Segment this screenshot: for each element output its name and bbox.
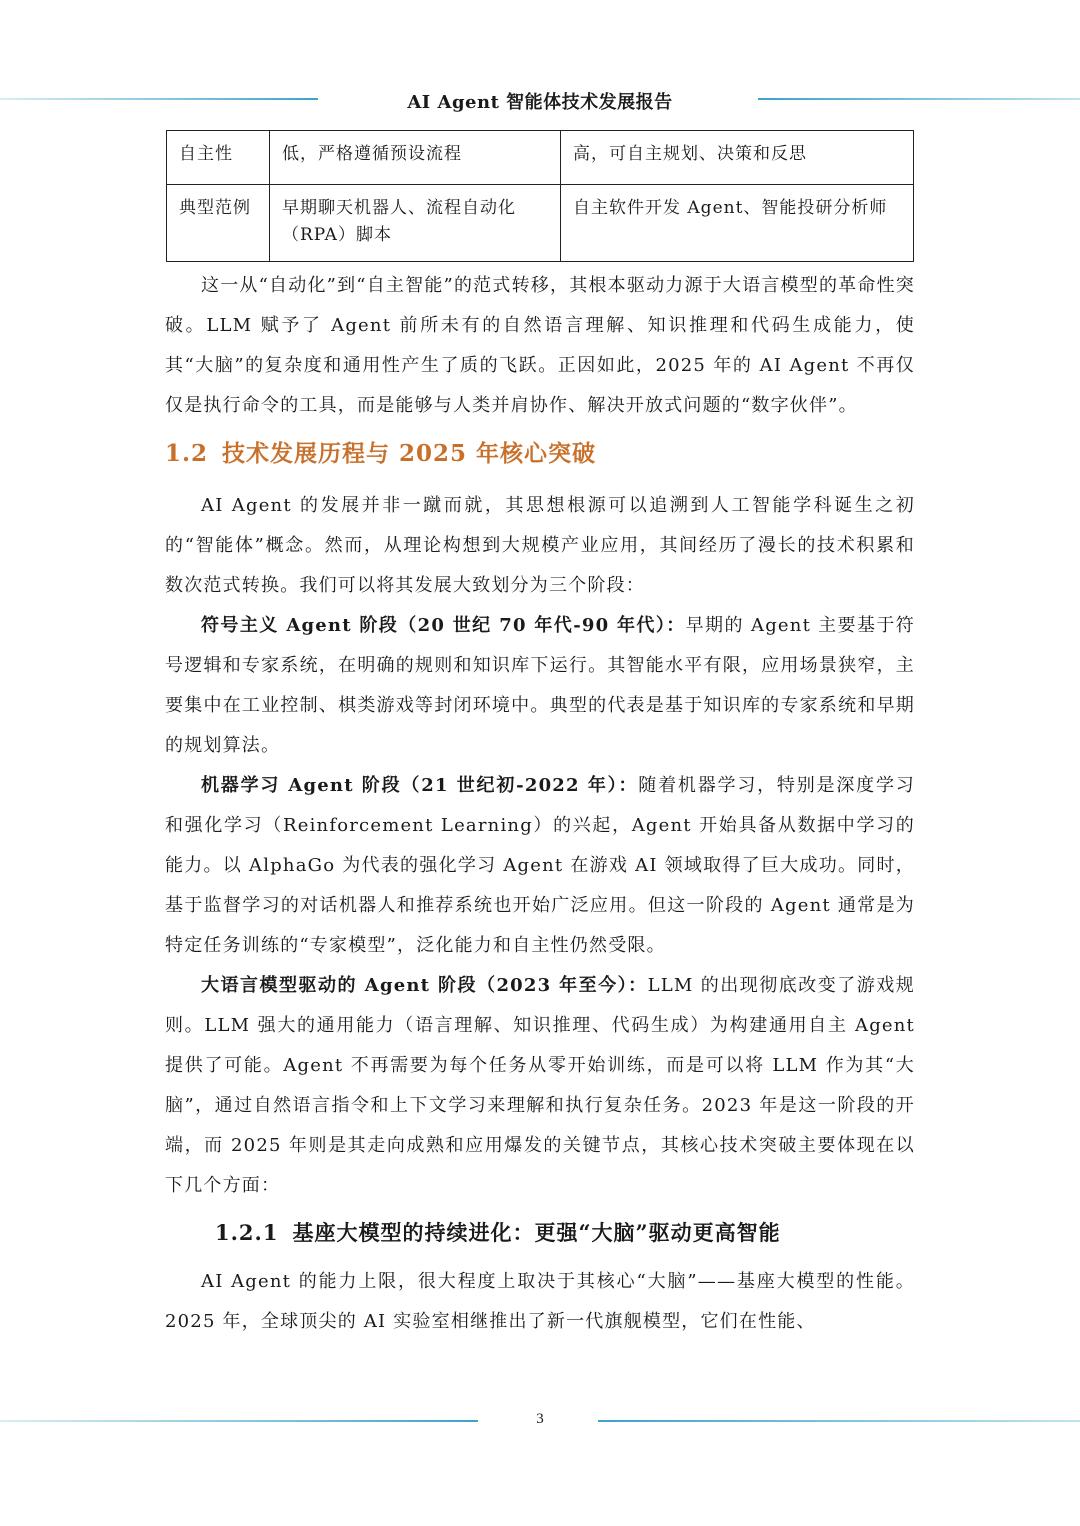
paragraph: 这一从“自动化”到“自主智能”的范式转移，其根本驱动力源于大语言模型的革命性突破。LLM 赋予了 Agent 前所未有的自然语言理解、知识推理和代码生成能力，使其“大脑”的复杂度和通用性产生了质的飞跃。正因如此，2025 年的 AI Agent 不再仅仅是执行命令的工具，而是能够与人类并肩协作、解决开放式问题的“数字伙伴”。 [165, 275, 915, 416]
table-cell: 早期聊天机器人、流程自动化（RPA）脚本 [270, 185, 561, 262]
paragraph-body: LLM 的出现彻底改变了游戏规则。LLM 强大的通用能力（语言理解、知识推理、代码生成）为构建通用自主 Agent 提供了可能。Agent 不再需要为每个任务从零开始训练，而是可以将 LLM 作为其“大脑”，通过自然语言指令和上下文学习来理解和执行复杂任务。2023 年是这一阶段的开端，而 2025 年则是其走向成熟和应用爆发的关键节点，其核心技术突破主要体现在以下几个方面： [165, 975, 915, 1196]
table-cell: 高，可自主规划、决策和反思 [561, 131, 914, 185]
table-row [167, 131, 914, 185]
footer-rule-right [598, 1420, 1080, 1422]
subsection-heading [165, 1210, 915, 1256]
section-heading [165, 432, 915, 476]
paragraph-lead: 符号主义 Agent 阶段（20 世纪 70 年代-90 年代）： [201, 615, 686, 636]
paragraph-lead: 大语言模型驱动的 Agent 阶段（2023 年至今）： [201, 975, 648, 996]
paragraph-body: 随着机器学习，特别是深度学习和强化学习（Reinforcement Learning）的兴起，Agent 开始具备从数据中学习的能力。以 AlphaGo 为代表的强化学习 Agent 在游戏 AI 领域取得了巨大成功。同时，基于监督学习的对话机器人和推荐系统也开始广泛应用。但这一阶段的 Agent 通常是为特定任务训练的“专家模型”，泛化能力和自主性仍然受限。 [165, 775, 915, 956]
comparison-table [166, 130, 914, 262]
table-cell: 自主软件开发 Agent、智能投研分析师 [561, 185, 914, 262]
section-title: 技术发展历程与 2025 年核心突破 [222, 440, 597, 467]
paragraph [165, 606, 915, 766]
header-title: AI Agent 智能体技术发展报告 [407, 92, 673, 113]
paragraph [165, 966, 915, 1206]
subsection-number: 1.2.1 [215, 1220, 279, 1245]
paragraph: AI Agent 的发展并非一蹴而就，其思想根源可以追溯到人工智能学科诞生之初的“智能体”概念。然而，从理论构想到大规模产业应用，其间经历了漫长的技术积累和数次范式转换。我们可以将其发展大致划分为三个阶段： [165, 495, 915, 596]
paragraph-lead: 机器学习 Agent 阶段（21 世纪初-2022 年）： [201, 775, 639, 796]
paragraph [165, 766, 915, 966]
subsection-title: 基座大模型的持续进化：更强“大脑”驱动更高智能 [292, 1220, 781, 1245]
table-cell-label: 自主性 [167, 131, 270, 185]
paragraph: AI Agent 的能力上限，很大程度上取决于其核心“大脑”——基座大模型的性能。2025 年，全球顶尖的 AI 实验室相继推出了新一代旗舰模型，它们在性能、 [165, 1271, 915, 1332]
header-rule-right [758, 98, 1080, 100]
section-number: 1.2 [165, 440, 209, 467]
table-row [167, 185, 914, 262]
paragraph-body: 早期的 Agent 主要基于符号逻辑和专家系统，在明确的规则和知识库下运行。其智能水平有限，应用场景狭窄，主要集中在工业控制、棋类游戏等封闭环境中。典型的代表是基于知识库的专家系统和早期的规划算法。 [165, 615, 915, 756]
main-content [165, 266, 915, 1342]
table-cell: 低，严格遵循预设流程 [270, 131, 561, 185]
page-number: 3 [536, 1411, 544, 1427]
table-cell-label: 典型范例 [167, 185, 270, 262]
